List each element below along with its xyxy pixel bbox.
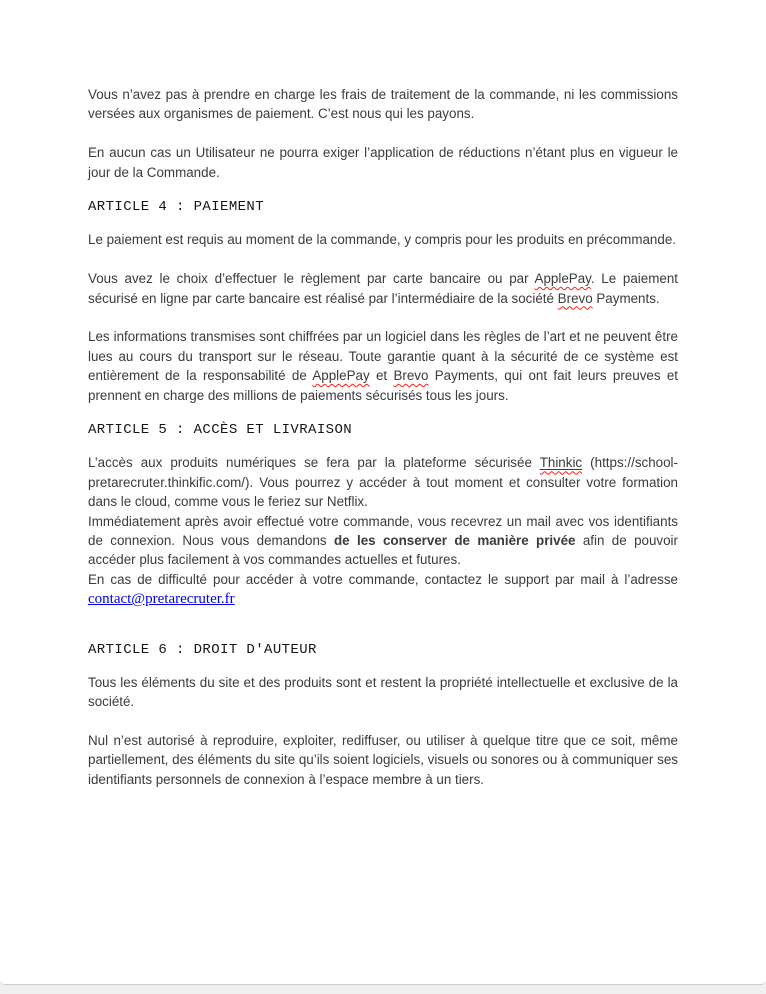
- text-run: afin de pouvoir accéder plus facilement à vos commandes actuelles et futures.: [88, 533, 678, 568]
- text-run: . Le paiement sécurisé en ligne par carte bancaire est réalisé par l’intermédiaire de la société: [88, 271, 678, 306]
- text-run: En aucun cas un Utilisateur ne pourra exiger l’application de réductions n’étant plus en vigueur le jour de la Commande.: [88, 145, 678, 180]
- paragraph-3: [88, 230, 678, 249]
- misspelled-text-run: ApplePay: [312, 368, 370, 384]
- misspelled-text-run: [540, 455, 582, 470]
- paragraph-8: [88, 570, 678, 610]
- text-run: (https://school-pretarecruter.thinkific.com/). Vous pourrez y accéder à tout moment et consulter votre formation dans le cloud, comme vous le feriez sur Netflix.: [88, 455, 678, 510]
- text-run: Vous n’avez pas à prendre en charge les frais de traitement de la commande, ni les commissions versées aux organismes de paiement. C’est nous qui les payons.: [88, 87, 678, 122]
- text-run: ARTICLE 5 : ACCÈS ET LIVRAISON: [88, 422, 353, 439]
- text-run: ARTICLE 6 : DROIT D'AUTEUR: [88, 641, 317, 658]
- misspelled-text-run: ApplePay: [534, 271, 591, 287]
- text-run: Nul n’est autorisé à reproduire, exploiter, rediffuser, ou utiliser à quelque titre que ce soit, même partiellement, des éléments du site qu’ils soient logiciels, visuels ou sonores ou à communiquer ses identifiants personnels de connexion à l’espace membre à un tiers.: [88, 732, 678, 787]
- paragraph-10: [88, 731, 678, 789]
- text-run: Le paiement est requis au moment de la commande, y compris pour les produits en précommande.: [88, 232, 676, 248]
- text-run: Les informations transmises sont chiffrées par un logiciel dans les règles de l’art et ne peuvent être lues au cours du transport sur le réseau. Toute garantie quant à la sécurité de ce système est entièrement de la responsabilité de: [88, 329, 678, 384]
- text-run: Payments, qui ont fait leurs preuves et prennent en charge des millions de paiements sécurisés tous les jours.: [88, 368, 679, 403]
- paragraph-5: [88, 327, 678, 405]
- section-heading-3: [88, 640, 678, 660]
- misspelled-text-run: Brevo: [557, 290, 593, 306]
- paragraph-6: [88, 453, 678, 511]
- text-run: Tous les éléments du site et des produits sont et restent la propriété intellectuelle et exclusive de la société.: [88, 674, 678, 710]
- text-run: Thinkic: [539, 455, 583, 471]
- text-run: de les conserver de manière privée: [334, 533, 576, 549]
- text-run: L’accès aux produits numériques se fera par la plateforme sécurisée: [88, 455, 540, 471]
- text-run: Vous avez le choix d’effectuer le règlement par carte bancaire ou par: [88, 271, 535, 287]
- paragraph-7: [88, 512, 678, 570]
- section-heading-1: [88, 197, 678, 217]
- paragraph-1: [88, 85, 678, 124]
- email-link[interactable]: contact@pretarecruter.fr: [88, 591, 235, 608]
- text-run: ARTICLE 4 : PAIEMENT: [88, 199, 265, 216]
- text-run: et: [369, 368, 394, 384]
- section-heading-2: [88, 420, 678, 440]
- misspelled-text-run: Brevo: [393, 368, 429, 384]
- text-run: Payments.: [592, 290, 660, 306]
- paragraph-9: [88, 673, 678, 712]
- text-run: Immédiatement après avoir effectué votre commande, vous recevrez un mail avec vos identifiants de connexion. Nous vous demandons: [88, 513, 678, 549]
- text-run: En cas de difficulté pour accéder à votre commande, contactez le support par mail à l’adresse: [88, 571, 678, 587]
- paragraph-4: [88, 269, 678, 308]
- paragraph-2: [88, 143, 678, 182]
